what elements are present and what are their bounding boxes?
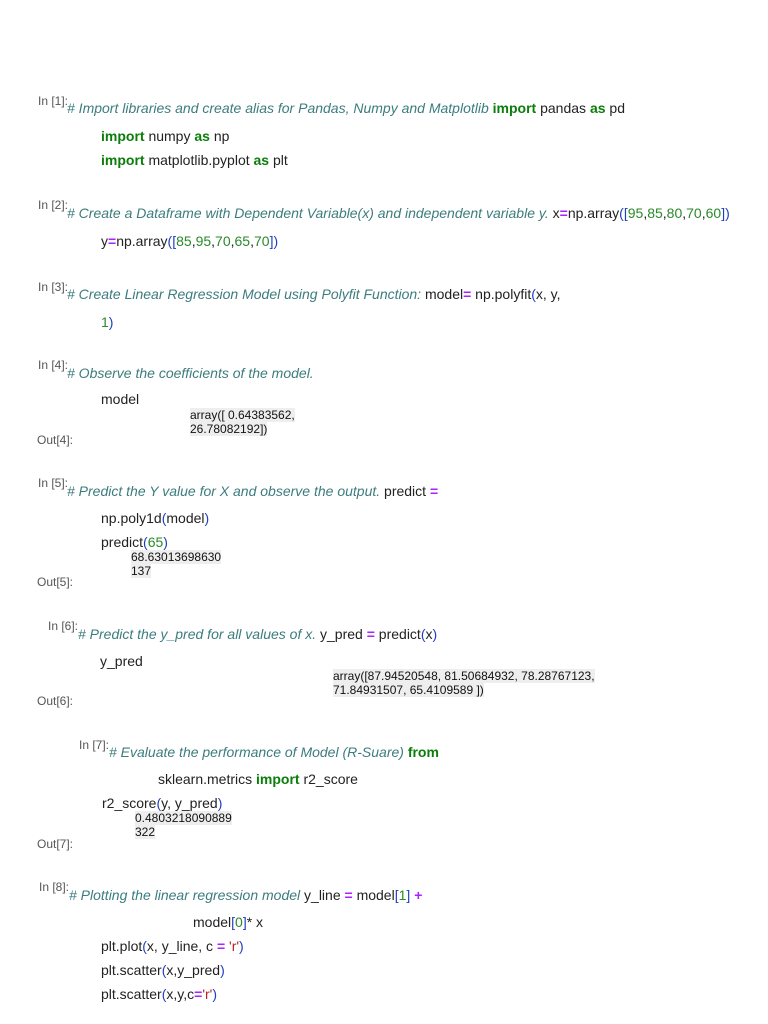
cell-output (333, 669, 595, 697)
number-token: 70 (215, 233, 231, 249)
out-prompt: Out[4]: (37, 433, 74, 447)
output-line: array([ 0.64383562, (190, 408, 295, 422)
comment-token: # Predict the Y value for X and observe the output. (67, 483, 385, 499)
code-line[interactable] (101, 314, 113, 330)
code-line[interactable] (101, 128, 229, 144)
bracket-token: ( (143, 534, 148, 550)
in-prompt: In [5]: (38, 476, 69, 490)
string-token: 'r' (202, 986, 213, 1002)
bracket-token: ([ (167, 233, 177, 249)
in-prompt: In [1]: (38, 94, 69, 108)
code-token: , (701, 205, 706, 221)
number-token: 60 (705, 205, 722, 221)
in-prompt: In [6]: (48, 619, 79, 633)
bracket-token: [ (394, 887, 399, 903)
code-line[interactable] (67, 205, 730, 221)
code-line[interactable] (109, 744, 439, 760)
code-token: x, y_line, c (146, 938, 217, 954)
code-token: pd (605, 100, 625, 116)
bracket-token: ]) (269, 233, 279, 249)
code-token: , (230, 233, 235, 249)
bracket-token: ) (432, 626, 438, 642)
comment-token: # Plotting the linear regression model (69, 887, 305, 903)
number-token: 65 (234, 233, 251, 249)
code-line[interactable] (67, 100, 625, 116)
code-token: r2_score (102, 795, 157, 811)
number-token: 85 (176, 233, 192, 249)
operator-token: = (344, 887, 353, 903)
code-token: , (250, 233, 254, 249)
out-prompt: Out[6]: (37, 694, 74, 708)
code-line[interactable] (100, 653, 143, 669)
code-token: np.polyfit (471, 286, 532, 302)
in-prompt: In [3]: (38, 280, 69, 294)
code-token: matplotlib.pyplot (144, 152, 254, 168)
operator-token: = (216, 938, 226, 954)
code-line[interactable] (101, 534, 168, 550)
code-token: model (166, 510, 205, 526)
code-line[interactable] (102, 795, 222, 811)
number-token: 70 (253, 233, 270, 249)
code-line[interactable] (67, 365, 314, 381)
number-token: 95 (195, 233, 212, 249)
code-token: x, y, (535, 286, 561, 302)
keyword-token: import (492, 100, 537, 116)
keyword-token: import (101, 128, 145, 144)
keyword-token: as (589, 100, 606, 116)
bracket-token: [ (231, 914, 236, 930)
code-line[interactable] (158, 771, 358, 787)
output-line: 26.78082192]) (190, 422, 268, 436)
code-token: plt.plot (101, 938, 143, 954)
code-token: , (682, 205, 687, 221)
bracket-token: ) (220, 962, 225, 978)
code-token: y (101, 233, 108, 249)
code-line[interactable] (101, 152, 288, 168)
bracket-token: ] (242, 914, 247, 930)
bracket-token: ]) (721, 205, 730, 221)
output-line: 71.84931507, 65.4109589 ]) (333, 683, 484, 697)
bracket-token: ( (156, 795, 162, 811)
number-token: 80 (666, 205, 683, 221)
operator-token: = (463, 286, 472, 302)
keyword-token: as (253, 152, 270, 168)
code-line[interactable] (101, 233, 278, 249)
comment-token: # Evaluate the performance of Model (R-Suare) (109, 744, 408, 760)
code-line[interactable] (69, 887, 422, 903)
code-token: np.array (567, 205, 620, 221)
in-prompt: In [7]: (79, 738, 110, 752)
in-prompt: In [8]: (39, 880, 70, 894)
string-token: 'r' (229, 938, 240, 954)
code-token: plt (269, 152, 288, 168)
code-token: plt.scatter (101, 962, 162, 978)
bracket-token: ) (212, 986, 217, 1002)
code-token: , (211, 233, 216, 249)
code-token: model (352, 887, 395, 903)
code-token: x,y,c (166, 986, 195, 1002)
out-prompt: Out[5]: (37, 575, 74, 589)
bracket-token: ( (420, 626, 426, 642)
comment-token: # Create a Dataframe with Dependent Variable(x) and independent variable y. (67, 205, 553, 221)
in-prompt: In [4]: (38, 358, 69, 372)
code-token: model (101, 391, 140, 407)
output-line: 0.4803218090889 (135, 811, 232, 825)
code-token: pandas (536, 100, 590, 116)
operator-token: = (108, 233, 117, 249)
code-line[interactable] (101, 938, 244, 954)
bracket-token: ([ (619, 205, 628, 221)
keyword-token: import (256, 771, 300, 787)
code-token: r2_score (299, 771, 358, 787)
operator-token: = (194, 986, 203, 1002)
code-line[interactable] (78, 626, 437, 642)
code-line[interactable] (67, 286, 561, 302)
number-token: 70 (686, 205, 702, 221)
output-line: 68.63013698630 (131, 550, 222, 564)
out-prompt: Out[7]: (37, 837, 74, 851)
code-line[interactable] (101, 986, 217, 1002)
comment-token: # Create Linear Regression Model using Polyfit Function: (67, 286, 425, 302)
code-token: np (209, 128, 230, 144)
number-token: 65 (147, 534, 164, 550)
code-token: sklearn.metrics (158, 771, 257, 787)
number-token: 1 (398, 887, 407, 903)
operator-token: = (366, 626, 375, 642)
code-token: , (662, 205, 667, 221)
operator-token: = (429, 483, 439, 499)
output-line: array([87.94520548, 81.50684932, 78.28767123, (333, 669, 595, 683)
code-line[interactable] (101, 510, 209, 526)
code-line[interactable] (193, 914, 263, 930)
number-token: 95 (627, 205, 644, 221)
bracket-token: ) (108, 314, 114, 330)
code-token: x (552, 205, 560, 221)
cell-output (131, 550, 221, 578)
code-token: predict (374, 626, 421, 642)
bracket-token: ( (161, 510, 167, 526)
code-token: y_pred (100, 653, 143, 669)
keyword-token: as (194, 128, 210, 144)
code-token: numpy (144, 128, 195, 144)
code-token: x (425, 626, 433, 642)
bracket-token: ( (531, 286, 536, 302)
code-token: np.array (116, 233, 168, 249)
number-token: 1 (101, 314, 109, 330)
comment-token: # Import libraries and create alias for Pandas, Numpy and Matplotlib (67, 100, 493, 116)
cell-output (135, 811, 232, 839)
code-token: , (191, 233, 196, 249)
number-token: 0 (235, 914, 243, 930)
bracket-token: ( (161, 986, 167, 1002)
code-line[interactable] (67, 483, 438, 499)
operator-token: = (559, 205, 568, 221)
code-token: * x (246, 914, 264, 930)
cell-output (190, 408, 295, 436)
operator-token: + (414, 887, 423, 903)
comment-token: # Observe the coefficients of the model. (67, 365, 314, 381)
bracket-token: ) (163, 534, 168, 550)
bracket-token: ) (204, 510, 210, 526)
code-token: model (193, 914, 232, 930)
code-token: y, y_pred (161, 795, 218, 811)
bracket-token: ) (217, 795, 223, 811)
number-token: 85 (647, 205, 663, 221)
bracket-token: ( (142, 938, 147, 954)
code-token: x,y_pred (166, 962, 221, 978)
code-token: y_line (304, 887, 345, 903)
in-prompt: In [2]: (38, 198, 69, 212)
code-token: predict (384, 483, 430, 499)
bracket-token: ] (406, 887, 411, 903)
code-line[interactable] (101, 391, 139, 407)
code-token: np.poly1d (101, 510, 162, 526)
bracket-token: ( (161, 962, 167, 978)
code-token: model (424, 286, 464, 302)
code-token: y_pred (320, 626, 367, 642)
code-line[interactable] (101, 962, 225, 978)
code-token: , (643, 205, 648, 221)
bracket-token: ) (239, 938, 244, 954)
output-line: 137 (131, 564, 152, 578)
comment-token: # Predict the y_pred for all values of x. (78, 626, 321, 642)
keyword-token: from (407, 744, 439, 760)
code-token: predict (101, 534, 144, 550)
keyword-token: import (101, 152, 145, 168)
code-token: plt.scatter (101, 986, 162, 1002)
output-line: 322 (135, 825, 156, 839)
